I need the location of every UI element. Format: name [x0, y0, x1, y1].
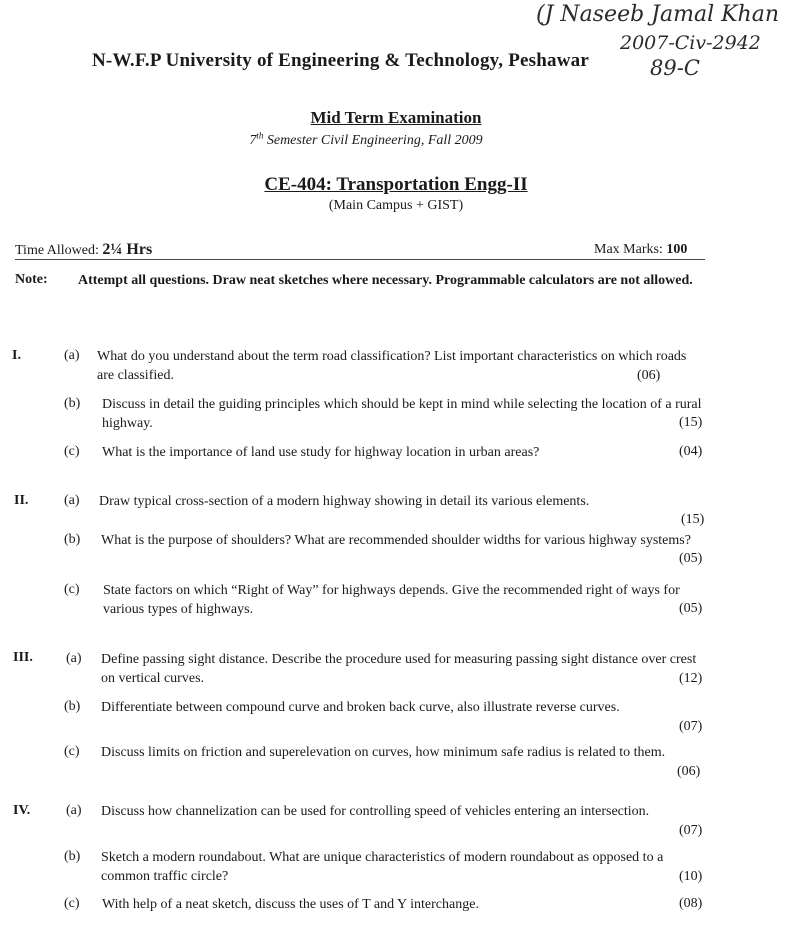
question-marks: (05) [679, 551, 703, 566]
question-text: Discuss in detail the guiding principles which should be kept in mind while selecting the location of a rural highway. [102, 397, 702, 431]
question-text: Discuss how channelization can be used for controlling speed of vehicles entering an intersection. [101, 804, 650, 819]
handwritten-name: (J Naseeb Jamal Khan [536, 2, 779, 27]
part-label: (c) [64, 444, 80, 459]
note-text: Attempt all questions. Draw neat sketches where necessary. Programmable calculators are not allowed. [78, 273, 693, 288]
part-label: (a) [64, 493, 80, 508]
question-text: With help of a neat sketch, discuss the uses of T and Y interchange. [102, 897, 479, 912]
question-text: Draw typical cross-section of a modern highway showing in detail its various elements. [99, 494, 590, 509]
handwritten-section: 89-C [650, 56, 700, 80]
university-name: N-W.F.P University of Engineering & Technology, Peshawar [92, 50, 589, 71]
question-number: II. [14, 493, 29, 508]
part-label: (c) [64, 582, 80, 597]
time-allowed: Time Allowed: 2¼ Hrs [15, 241, 153, 258]
question-number: I. [12, 348, 21, 363]
part-label: (a) [64, 348, 80, 363]
question-text: State factors on which “Right of Way” for highways depends. Give the recommended right of ways for various types of highways. [103, 583, 680, 617]
question-text: Define passing sight distance. Describe the procedure used for measuring passing sight distance over crest on vertical curves. [101, 652, 697, 686]
question-number: III. [13, 650, 33, 665]
part-label: (c) [64, 896, 80, 911]
part-label: (a) [66, 803, 82, 818]
part-label: (c) [64, 744, 80, 759]
question-marks: (07) [679, 719, 703, 734]
question-number: IV. [13, 803, 31, 818]
exam-title: Mid Term Examination [310, 108, 482, 127]
question-marks: (04) [679, 444, 703, 459]
part-label: (b) [64, 396, 81, 411]
question-marks: (06) [637, 368, 661, 383]
question-text: What is the purpose of shoulders? What are recommended shoulder widths for various highway systems? [101, 533, 691, 548]
question-marks: (12) [679, 671, 703, 686]
note-label: Note: [15, 272, 48, 287]
part-label: (b) [64, 699, 81, 714]
question-marks: (10) [679, 869, 703, 884]
part-label: (b) [64, 849, 81, 864]
question-text: Discuss limits on friction and superelevation on curves, how minimum safe radius is related to them. [101, 745, 666, 760]
header-divider [15, 259, 705, 260]
max-marks: Max Marks: 100 [594, 242, 688, 257]
part-label: (b) [64, 532, 81, 547]
campus-label: (Main Campus + GIST) [328, 198, 464, 213]
question-text: Sketch a modern roundabout. What are unique characteristics of modern roundabout as opposed to a common traffic circle? [101, 850, 664, 884]
question-marks: (15) [679, 415, 703, 430]
semester-line: 7th Semester Civil Engineering, Fall 2009 [249, 130, 483, 148]
question-marks: (05) [679, 601, 703, 616]
question-marks: (07) [679, 823, 703, 838]
question-marks: (08) [679, 896, 703, 911]
question-marks: (15) [681, 512, 705, 527]
question-text: Differentiate between compound curve and broken back curve, also illustrate reverse curves. [101, 700, 620, 715]
course-title: CE-404: Transportation Engg-II [264, 174, 528, 195]
question-marks: (06) [677, 764, 701, 779]
question-text: What do you understand about the term road classification? List important characteristics on which roads are classified. [97, 349, 687, 383]
handwritten-registration: 2007-Civ-2942 [620, 32, 761, 54]
part-label: (a) [66, 651, 82, 666]
question-text: What is the importance of land use study for highway location in urban areas? [102, 445, 540, 460]
